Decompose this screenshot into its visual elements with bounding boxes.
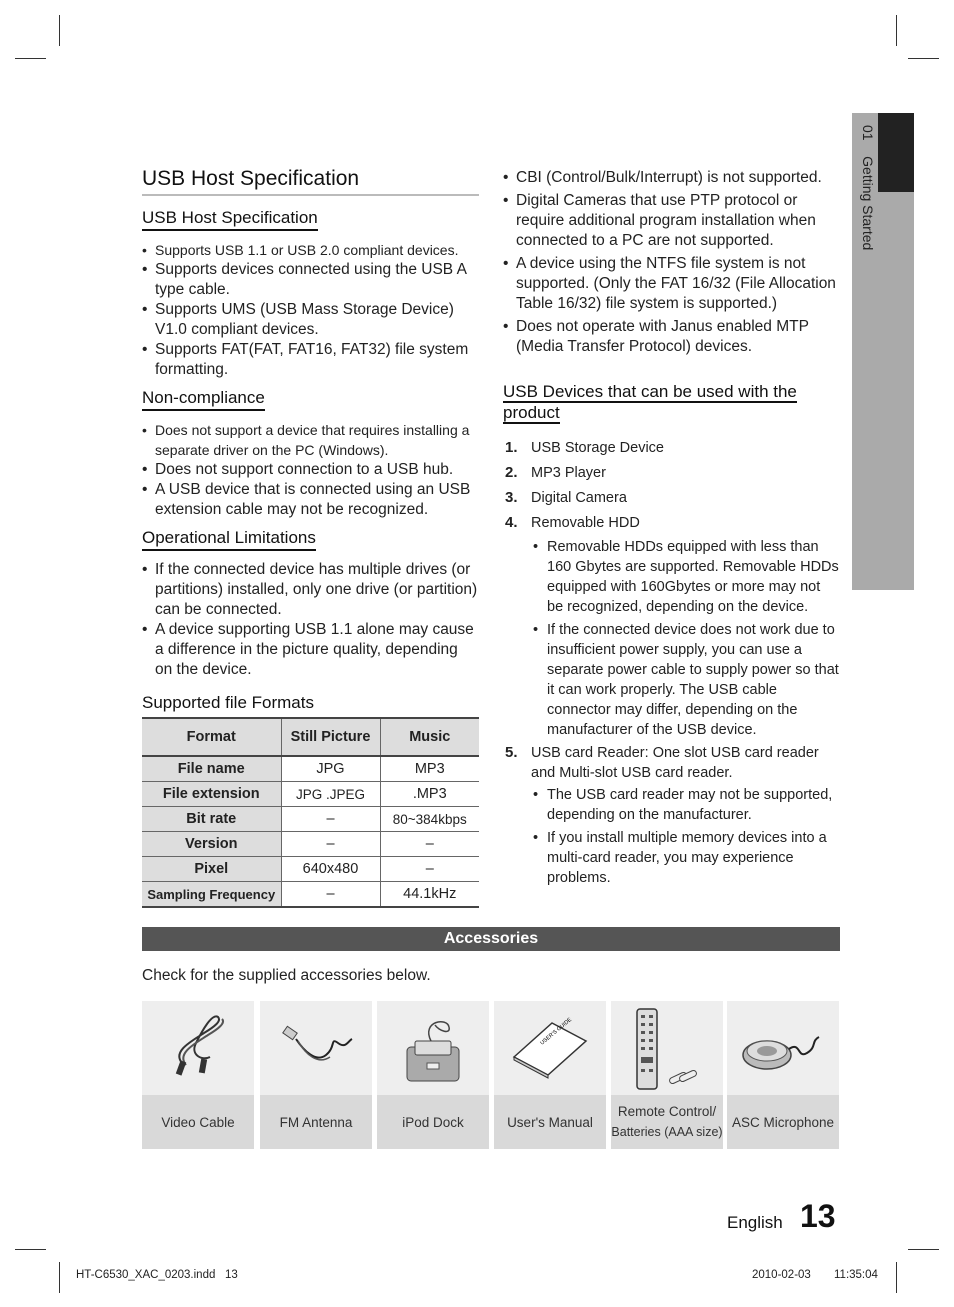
item-number: 2. xyxy=(505,464,518,481)
table-cell: 44.1kHz xyxy=(380,882,479,908)
row-header: File extension xyxy=(142,782,281,807)
column-header: Still Picture xyxy=(281,718,380,756)
crop-mark xyxy=(908,58,939,59)
table-row xyxy=(142,807,479,832)
accessory-remote-control xyxy=(611,1001,723,1149)
table-cell: .MP3 xyxy=(380,782,479,807)
list-item: • Supports USB 1.1 or USB 2.0 compliant devices. xyxy=(142,240,478,260)
devices-heading-text: USB Devices that can be used with the product xyxy=(503,382,797,422)
accessories-title: Accessories xyxy=(142,927,840,951)
item-number: 4. xyxy=(505,514,518,531)
row-header: Bit rate xyxy=(142,807,281,832)
crop-mark xyxy=(896,1262,897,1293)
table-cell: – xyxy=(380,857,479,882)
table-cell: JPG .JPEG xyxy=(281,782,380,807)
formats-heading: Supported file Formats xyxy=(142,693,314,712)
crop-mark xyxy=(896,15,897,46)
ipod-dock-icon xyxy=(377,1001,489,1095)
table-cell: – xyxy=(281,807,380,832)
language-label: English xyxy=(727,1213,783,1232)
table-row xyxy=(142,857,479,882)
title-rule xyxy=(142,194,479,196)
item-text: USB Storage Device xyxy=(531,440,664,456)
users-manual-icon xyxy=(494,1001,606,1095)
usb-notes-list xyxy=(503,168,839,357)
footer-date: 2010-02-03 xyxy=(752,1269,811,1281)
accessory-label: FM Antenna xyxy=(260,1095,372,1149)
list-item: • Does not support connection to a USB hub. xyxy=(142,460,478,480)
row-header: Sampling Frequency xyxy=(142,882,281,908)
page-title: USB Host Specification xyxy=(142,167,360,190)
chapter-tab-marker xyxy=(878,113,914,192)
list-item: • Does not operate with Janus enabled MTP (Media Transfer Protocol) devices. xyxy=(503,317,839,357)
table-cell: – xyxy=(380,832,479,857)
list-item: • Digital Cameras that use PTP protocol or require additional program installation when connected to a PC are not supported. xyxy=(503,191,839,251)
table-row xyxy=(142,756,479,782)
item-number: 3. xyxy=(505,489,518,506)
table-cell: 80~384kbps xyxy=(380,807,479,832)
crop-mark xyxy=(15,1249,46,1250)
list-item: • Supports FAT(FAT, FAT16, FAT32) file system formatting. xyxy=(142,340,478,380)
list-item xyxy=(503,438,839,458)
reader-notes xyxy=(533,785,839,888)
table-header-row xyxy=(142,718,479,756)
list-item xyxy=(503,743,839,888)
item-text: Digital Camera xyxy=(531,490,627,506)
devices-heading xyxy=(503,381,840,423)
table-cell: MP3 xyxy=(380,756,479,782)
accessories-intro: Check for the supplied accessories below. xyxy=(142,967,431,984)
item-text: MP3 Player xyxy=(531,465,606,481)
accessory-label: User's Manual xyxy=(494,1095,606,1149)
accessory-label: iPod Dock xyxy=(377,1095,489,1149)
crop-mark xyxy=(59,1262,60,1293)
accessory-label: Video Cable xyxy=(142,1095,254,1149)
chapter-tab-text xyxy=(852,113,878,590)
item-number: 1. xyxy=(505,439,518,456)
crop-mark xyxy=(15,58,46,59)
list-item: • Does not support a device that requires installing a separate driver on the PC (Windows). xyxy=(142,420,478,460)
table-row xyxy=(142,782,479,807)
list-item: • A device using the NTFS file system is not supported. (Only the FAT 16/32 (File Allocation Table 16/32) file system is supported.) xyxy=(503,254,839,314)
label-line: Remote Control/ xyxy=(617,1104,717,1119)
footer-time: 11:35:04 xyxy=(834,1269,878,1281)
list-item: • If you install multiple memory devices into a multi-card reader, you may experience problems. xyxy=(533,828,839,888)
list-item: • The USB card reader may not be supported, depending on the manufacturer. xyxy=(533,785,839,825)
accessory-label xyxy=(611,1095,723,1149)
footer-file: HT-C6530_XAC_0203.indd 13 xyxy=(76,1269,238,1281)
accessory-fm-antenna xyxy=(260,1001,372,1149)
remote-control-icon xyxy=(611,1001,723,1095)
non-compliance-list xyxy=(142,420,478,520)
list-item: • If the connected device has multiple drives (or partitions) installed, only one drive (or partition) can be connected. xyxy=(142,560,478,620)
operational-heading: Operational Limitations xyxy=(142,528,316,551)
list-item xyxy=(503,463,839,483)
fm-antenna-icon xyxy=(260,1001,372,1095)
list-item xyxy=(503,513,839,740)
list-item: • Supports UMS (USB Mass Storage Device) V1.0 compliant devices. xyxy=(142,300,478,340)
host-spec-list xyxy=(142,240,478,380)
accessory-users-manual xyxy=(494,1001,606,1149)
list-item: • Supports devices connected using the USB A type cable. xyxy=(142,260,478,300)
host-spec-heading: USB Host Specification xyxy=(142,208,318,231)
operational-list xyxy=(142,560,478,680)
video-cable-icon xyxy=(142,1001,254,1095)
table-cell: – xyxy=(281,832,380,857)
crop-mark xyxy=(59,15,60,46)
accessory-ipod-dock xyxy=(377,1001,489,1149)
formats-table xyxy=(142,717,479,908)
list-item: • A device supporting USB 1.1 alone may cause a difference in the picture quality, depending on the device. xyxy=(142,620,478,680)
row-header: Version xyxy=(142,832,281,857)
list-item: • A USB device that is connected using an USB extension cable may not be recognized. xyxy=(142,480,478,520)
column-header: Music xyxy=(380,718,479,756)
chapter-number: 01 xyxy=(860,125,876,141)
devices-list xyxy=(503,438,839,888)
list-item: • If the connected device does not work due to insufficient power supply, you can use a separate power cable to supply power so that it can work properly. The USB cable connector may differ, depending on the manufacturer of the USB device. xyxy=(533,620,839,740)
label-line: Batteries (AAA size) xyxy=(611,1125,723,1139)
table-cell: 640x480 xyxy=(281,857,380,882)
manual-cover-text: USER'S GUIDE xyxy=(539,1016,574,1047)
item-text: Removable HDD xyxy=(531,515,640,531)
row-header: Pixel xyxy=(142,857,281,882)
crop-mark xyxy=(908,1249,939,1250)
accessory-video-cable xyxy=(142,1001,254,1149)
item-number: 5. xyxy=(505,744,518,761)
item-text: USB card Reader: One slot USB card reader and Multi-slot USB card reader. xyxy=(531,745,819,781)
table-row xyxy=(142,832,479,857)
accessory-label: ASC Microphone xyxy=(727,1095,839,1149)
hdd-notes xyxy=(533,537,839,740)
asc-microphone-icon xyxy=(727,1001,839,1095)
table-row xyxy=(142,882,479,908)
list-item: • CBI (Control/Bulk/Interrupt) is not supported. xyxy=(503,168,839,188)
chapter-title: Getting Started xyxy=(860,156,876,251)
table-cell: JPG xyxy=(281,756,380,782)
non-compliance-heading: Non-compliance xyxy=(142,388,265,411)
page-number: 13 xyxy=(800,1198,836,1234)
list-item xyxy=(503,488,839,508)
list-item: • Removable HDDs equipped with less than 160 Gbytes are supported. Removable HDDs equipped with 160Gbytes or more may not be recognized, depending on the device. xyxy=(533,537,839,617)
accessory-asc-microphone xyxy=(727,1001,839,1149)
column-header: Format xyxy=(142,718,281,756)
table-cell: – xyxy=(281,882,380,908)
row-header: File name xyxy=(142,756,281,782)
